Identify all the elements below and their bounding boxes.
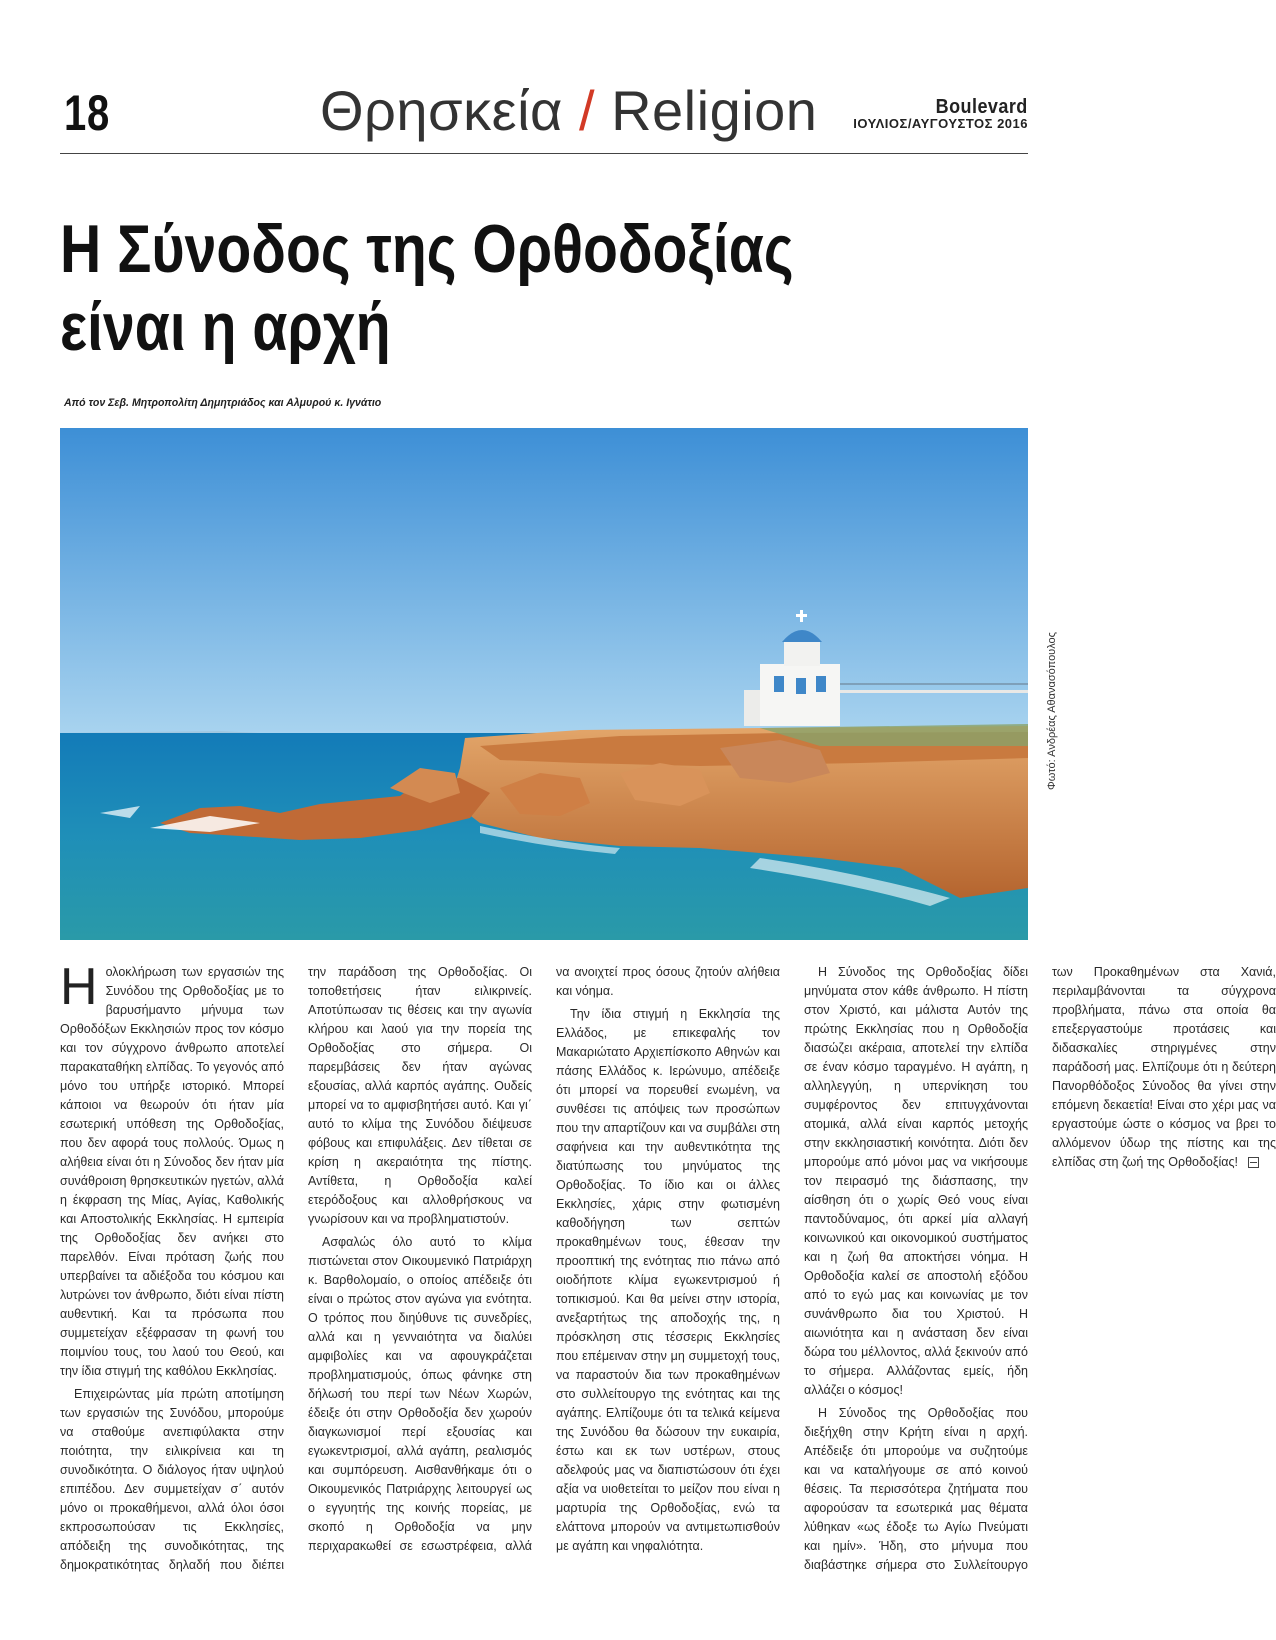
coastal-chapel-image [60, 428, 1028, 940]
issue-date: ΙΟΥΛΙΟΣ/ΑΥΓΟΥΣΤΟΣ 2016 [853, 116, 1028, 131]
section-title-greek: Θρησκεία [320, 79, 563, 142]
headline-line-2: είναι η αρχή [60, 289, 391, 365]
drop-cap: Η [60, 958, 98, 1016]
page-number: 18 [64, 85, 111, 141]
paragraph-2: Επιχειρώντας μία πρώτη αποτίμηση των εργασιών της Συνόδου, μπορούμε να σταθούμε ανεπιφύλακτα στην ποιότητα, την ειλικρίνεια και τη συνοδικότητα. Ο διάλογος ήταν υψηλού επιπέδου. Δεν συμμετείχαν σ΄ αυτόν μόνο οι προκαθήμενοι, αλλά όλοι όσοι εκπροσωπούσαν τις Εκκλησίες, απόδειξη της συνοδικότητας, της δημοκρατικότητας δηλαδή που διέπει την παράδοση της Ορθοδοξίας. Οι τοποθετήσεις ήταν ειλικρινείς. Αποτύπωσαν τις θέσεις και την αγωνία κλήρου και λαού για την πορεία της Ορθοδοξίας στο σήμερα. Οι παρεμβάσεις δεν ήταν αγώνας εξουσίας, αλλά καρπός αγάπης. Ουδείς μπορεί να το αμφισβητήσει αυτό. Και γι΄ αυτό το κλίμα της Συνόδου διέψευσε φόβους και επιφυλάξεις. Δεν τίθεται σε κρίση η ακεραιότητα της πίστης. Αντίθετα, η Ορθοδοξία καλεί ετερόδοξους και αλλοθρήσκους να γνωρίσουν και να προβληματιστούν. [60, 965, 532, 1572]
end-mark-icon [1248, 1157, 1259, 1168]
article-body [60, 958, 1276, 1583]
section-title [320, 78, 817, 143]
paragraph-4: Την ίδια στιγμή η Εκκλησία της Ελλάδος, με επικεφαλής τον Μακαριώτατο Αρχιεπίσκοπο Αθηνών και πάσης Ελλάδος κ. Ιερώνυμο, απέδειξε ότι μπορεί να πορευθεί ενωμένη, να συνθέσει τις απόψεις των προσώπων που την απαρτίζουν και να συμβάλει στη σαφήνεια και την αυθεντικότητα της διατύπωσης του μηνύματος της Ορθοδοξίας. Το ίδιο και οι άλλες Εκκλησίες, χάρις στην φωτισμένη καθοδήγηση των σεπτών προκαθημένων τους, έθεσαν την προοπτική της ενότητας πιο πάνω από οιοδήποτε κλίμα εγωκεντρισμού ή τοπικισμού. Και θα μείνει στην ιστορία, ανεξαρτήτως της αποδοχής της, η πρόσκληση στις τέσσερις Εκκλησίες που επέμειναν στην μη συμμετοχή τους, να παραστούν δια των προκαθημένων στο συλλείτουργο της ενότητας και της αγάπης. Ελπίζουμε ότι τα τελικά κείμενα της Συνόδου θα δώσουν την ευκαιρία, έστω και εκ των υστέρων, στους αδελφούς μας να διαπιστώσουν ότι έχει αξία να υιοθετείται το μείζον που είναι η μαρτυρία της Ορθοδοξίας, ενώ τα ελάττονα μπορούν να αντιμετωπισθούν με αγάπη και νηφαλιότητα. [556, 1007, 780, 1553]
paragraph-6: Η Σύνοδος της Ορθοδοξίας που διεξήχθη στην Κρήτη είναι η αρχή. Απέδειξε ότι μπορούμε να συζητούμε και να καταλήγουμε σε από κοινού θέσεις. Τα περισσότερα ζητήματα που αφορούσαν τα εσωτερικά μας θέματα λύθηκαν «ως έδοξε τω Αγίω Πνεύματι και ημίν». Ήδη, στο μήνυμα που διαβάστηκε σήμερα στο Συλλείτουργο των Προκαθημένων στα Χανιά, περιλαμβάνονται τα σύγχρονα προβλήματα, πάνω στα οποία θα επεξεργαστούμε προτάσεις και διδασκαλίες στηριγμένες στην παράδοσή μας. Ελπίζουμε ότι η δεύτερη Πανορθόδοξος Σύνοδος θα γίνει στην επόμενη δεκαετία! Είναι στο χέρι μας να εργαστούμε ώστε ο κόσμος να βρει το αλλόμενον ύδωρ της πίστης και της ελπίδας στη ζωή της Ορθοδοξίας! [804, 965, 1276, 1572]
paragraph-5: Η Σύνοδος της Ορθοδοξίας δίδει μηνύματα στον κάθε άνθρωπο. Η πίστη στον Χριστό, και μάλιστα Αυτόν της πρώτης Εκκλησίας που η Ορθοδοξία διασώζει ακέραια, αποτελεί την ελπίδα σε έναν κόσμο ταραγμένο. Η αγάπη, η αλληλεγγύη, η υπερνίκηση του συμφέροντος δεν επιτυγχάνονται ατομικά, αλλά είναι καρπός μετοχής στην εκκλησιαστική κοινότητα. Διότι δεν μπορούμε από μόνοι μας να νικήσουμε τον πειρασμό της διάσπασης, την αίσθηση ότι ο χωρίς Θεό νους είναι παντοδύναμος, ότι αρκεί μία αλλαγή κοινωνικού και οικονομικού συστήματος και η ζωή θα αποκτήσει νόημα. Η Ορθοδοξία καλεί σε αποστολή εξόδου από το εγώ μας και κοινωνίας με τον συνάνθρωπο δια του Χριστού. Η αιωνιότητα και η ανάσταση δεν είναι δώρα του μέλλοντος, αλλά ξεκινούν από το σήμερα. Αλλάζοντας εμείς, ήδη αλλάζει ο κόσμος! [804, 965, 1028, 1397]
paragraph-3: Ασφαλώς όλο αυτό το κλίμα πιστώνεται στον Οικουμενικό Πατριάρχη κ. Βαρθολομαίο, ο οποίος απέδειξε ότι είναι ο πρώτος στον αγώνα για ενότητα. Ο τρόπος που διηύθυνε τις συνεδρίες, αλλά και η γενναιότητα να διαλύει αμφιβολίες και να αφουγκράζεται προβληματισμούς, όπως φάνηκε στη δήλωσή του περί των Νέων Χωρών, έδειξε ότι στην Ορθοδοξία δεν χωρούν διαγκωνισμοί περί εξουσίας και εγωκεντρισμοί, αλλά αγάπη, ρεαλισμός και συμπόρευση. Αισθανθήκαμε ότι ο Οικουμενικός Πατριάρχης λειτουργεί ως ο εγγυητής της κοινής πορείας, με σκοπό η Ορθοδοξία να μην περιχαρακωθεί σε εσωστρέφεια, αλλά να ανοιχτεί προς όσους ζητούν αλήθεια και νόημα. [308, 965, 780, 1553]
headline-line-1: Η Σύνοδος της Ορθοδοξίας [60, 211, 794, 287]
section-title-slash: / [578, 79, 596, 142]
article-byline: Από τον Σεβ. Μητροπολίτη Δημητριάδος και Αλμυρού κ. Ιγνάτιο [64, 397, 382, 409]
photo-credit: Φωτό: Ανδρέας Αθανασόπουλος [1046, 632, 1058, 790]
article-headline [60, 210, 794, 366]
masthead [853, 98, 1028, 131]
section-title-english: Religion [611, 79, 818, 142]
header-rule [60, 153, 1028, 154]
article-photo [60, 428, 1028, 940]
brand-name: Boulevard [935, 96, 1028, 118]
paragraph-1: Η ολοκλήρωση των εργασιών της Συνόδου της Ορθοδοξίας με το βαρυσήμαντο μήνυμα των Ορθοδόξων Εκκλησιών προς τον κόσμο και τον σύγχρονο άνθρωπο αποτελεί παρακαταθήκη ελπίδας. Το γεγονός από μόνο του υπήρξε ιστορικό. Μπορεί κάποιοι να θεωρούν ότι ήταν μία εσωτερική υπόθεση της Ορθοδοξίας, που δεν αφορά τους πολλούς. Όμως η αλήθεια είναι ότι η Σύνοδος δεν ήταν μία συνάθροιση θρησκευτικών ηγετών, αλλά η έκφραση της Μίας, Αγίας, Καθολικής και Αποστολικής Εκκλησίας. Η εμπειρία της Ορθοδοξίας δεν ανήκει στο παρελθόν. Είναι πρόταση ζωής που υπερβαίνει τα αδιέξοδα του κόσμου και λυτρώνει τον άνθρωπο, διότι είναι πίστη αυθεντική. Και τα πρόσωπα που συμμετείχαν εξέφρασαν τη φωνή του ποιμνίου τους, του λαού του Θεού, και την ίδια στιγμή της καθόλου Εκκλησίας. [60, 958, 284, 1378]
